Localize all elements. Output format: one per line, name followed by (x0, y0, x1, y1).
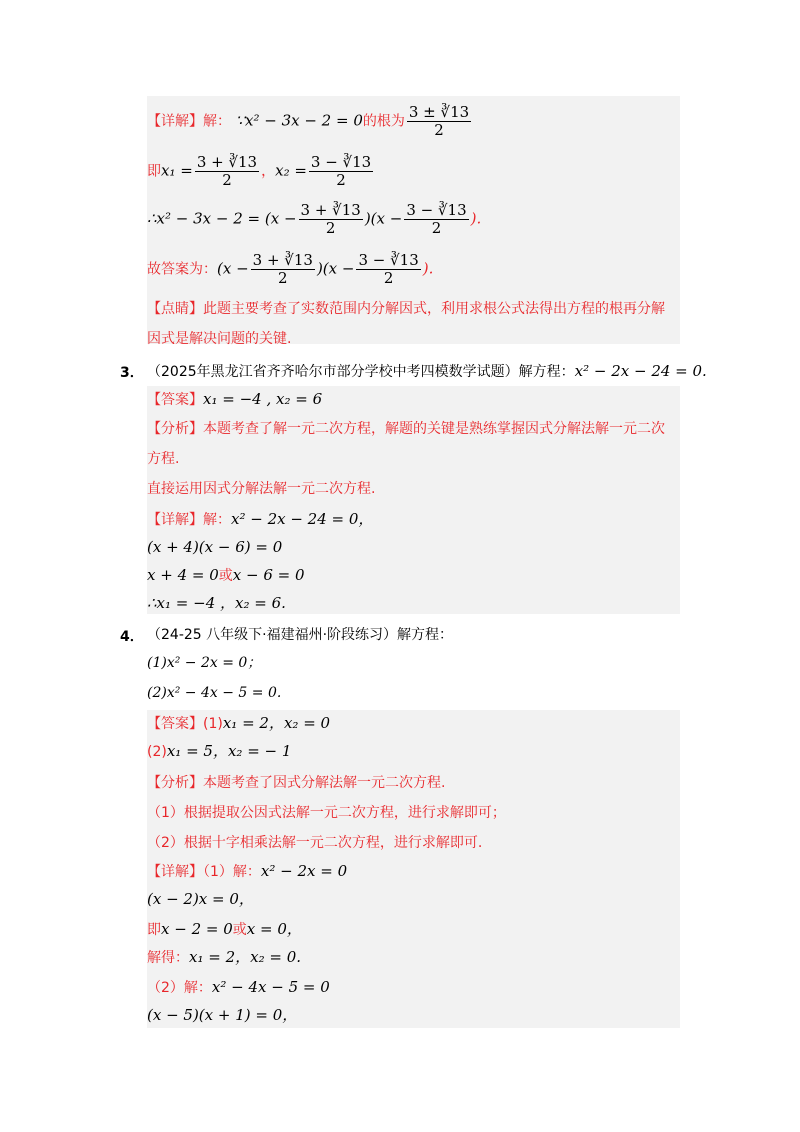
analysis-line-2: 方程. (147, 451, 180, 467)
question-4-part-2: (2)x² − 4x − 5 = 0. (147, 685, 282, 701)
solution-block-4 (147, 710, 680, 1028)
analysis-line-1: 【分析】本题考查了解一元二次方程，解题的关键是熟练掌握因式分解法解一元二次 (147, 421, 665, 437)
equation: ∵x² − 3x − 2 = 0 (235, 111, 363, 130)
answer-line-1: 【答案】(1)x₁ = 2，x₂ = 0 (147, 714, 331, 732)
detail-line-2: （2）解：x² − 4x − 5 = 0 (147, 978, 330, 996)
question-4-part-1: (1)x² − 2x = 0； (147, 655, 262, 671)
solution-block-3 (147, 386, 680, 614)
detail-step-3: 解得：x₁ = 2，x₂ = 0. (147, 948, 302, 966)
remark-line-2: 因式是解决问题的关键. (147, 331, 292, 347)
answer-line: 故答案为：(x − $\frac{3 + ∛13}{2}$ )(x − $\frac{3 - ∛13}{2}$ ). (147, 251, 434, 287)
step-3: ∴x₁ = −4 ，x₂ = 6. (147, 594, 286, 612)
detail-step-1: (x − 2)x = 0， (147, 890, 254, 908)
detail-label: 【详解】 (147, 113, 203, 130)
detail-line-1: 【详解】解： ∵x² − 3x − 2 = 0的根为 $\frac{3 \pm ∛13}{2}$ (147, 103, 470, 139)
detail-step-4: (x − 5)(x + 1) = 0， (147, 1006, 298, 1024)
detail-line-3: ∴x² − 3x − 2 = (x − $\frac{3 + ∛13}{2}$ )(x − $\frac{3 - ∛13}{2}$ ). (147, 201, 482, 237)
remark-line-1: 【点睛】此题主要考查了实数范围内分解因式，利用求根公式法得出方程的根再分解 (147, 301, 665, 317)
step-1: (x + 4)(x − 6) = 0 (147, 538, 283, 556)
analysis-line-2: （2）根据十字相乘法解一元二次方程，进行求解即可. (147, 835, 483, 851)
solution-block-2 (147, 96, 680, 347)
analysis-line-1: （1）根据提取公因式法解一元二次方程，进行求解即可； (147, 805, 506, 821)
detail-line-2: 即x₁ = $\frac{3 + ∛13}{2}$ ，x₂ = $\frac{3 - ∛13}{2}$ (147, 153, 372, 189)
answer-line-2: (2)x₁ = 5，x₂ = − 1 (147, 742, 292, 760)
detail-step-2: 即x − 2 = 0或x = 0， (147, 920, 302, 938)
step-2: x + 4 = 0或x − 6 = 0 (147, 566, 305, 584)
detail-line-1: 【详解】（1）解：x² − 2x = 0 (147, 862, 348, 880)
detail-line: 【详解】解：x² − 2x − 24 = 0， (147, 510, 374, 528)
question-number-4: 4． (120, 629, 144, 645)
root-fraction: $\frac{3 \pm ∛13}{2}$ (408, 103, 470, 139)
question-3-text: （2025年黑龙江省齐齐哈尔市部分学校中考四模数学试题）解方程：x² − 2x − 24 = 0. (147, 362, 707, 380)
analysis-line-3: 直接运用因式分解法解一元二次方程. (147, 481, 376, 497)
answer-line: 【答案】x₁ = −4 , x₂ = 6 (147, 390, 323, 408)
analysis-line: 【分析】本题考查了因式分解法解一元二次方程. (147, 775, 446, 791)
question-4-text: （24-25 八年级下·福建福州·阶段练习）解方程： (147, 627, 454, 643)
question-number-3: 3． (120, 365, 144, 381)
